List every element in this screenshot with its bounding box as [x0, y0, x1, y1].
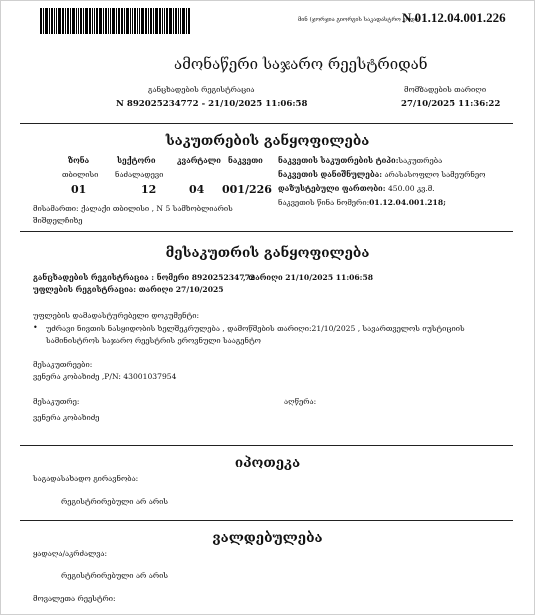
owners-section-title: მესაკუთრის განყოფილება: [165, 245, 370, 261]
previous-number-label: ნაკვეთის წინა ნომერი:: [278, 198, 370, 207]
bullet-icon: •: [33, 323, 38, 332]
col-block-header: კვარტალი: [177, 156, 221, 165]
divider: [20, 231, 513, 232]
debtors-registry-label: მოვალეთა რეესტრი:: [33, 594, 116, 603]
seizure-value: რეგისტრირებული არ არის: [61, 571, 168, 580]
owners-reg-line: განცხადების რეგისტრაცია : ნომერი 892025234772: [33, 273, 256, 282]
sector-name: ნაძალადევი: [115, 170, 164, 179]
col-sector-header: სექტორი: [117, 156, 156, 165]
divider: [20, 123, 513, 124]
prepared-date-value: 27/10/2025 11:36:22: [401, 99, 501, 109]
application-reg-value: N 892025234772 - 21/10/2025 11:06:58: [116, 99, 308, 109]
owners-reg-date: , თარიღი 21/10/2025 11:06:58: [243, 273, 374, 282]
col-parcel-header: ნაკვეთი: [228, 156, 263, 165]
col-zone-header: ზონა: [68, 156, 90, 165]
address-line-1: მისამართი: ქალაქი თბილისი , N 5 სამხობლიარის: [33, 204, 233, 213]
application-reg-label: განცხადების რეგისტრაცია: [148, 85, 255, 94]
owner-label: მესაკუთრე:: [33, 397, 80, 406]
sector-value: 12: [141, 183, 157, 196]
ownership-type-value: საკუთრება: [398, 156, 443, 165]
registry-code-caption: მინ (ჯორჯია გიორგის საკადასტრო კოდი): [298, 17, 421, 23]
document-title: ამონაწერი საჯარო რეესტრიდან: [174, 55, 428, 73]
purpose-value: არასასოფლო სამეურნეო: [384, 170, 486, 179]
basis-document-label: უფლების დამადასტურებელი დოკუმენტი:: [33, 311, 200, 320]
previous-number-value: 01.12.04.001.218;: [369, 198, 446, 207]
parcel-value: 001/226: [222, 183, 272, 196]
divider: [20, 520, 513, 521]
mortgage-subject-value: რეგისტრირებული არ არის: [61, 497, 168, 506]
address-line-2: შიშდელჩიხე: [33, 216, 83, 225]
zone-value: 01: [71, 183, 87, 196]
purpose-label: ნაკვეთის დანიშნულება:: [278, 170, 383, 179]
owners-value: ვენერა კობახიძე ,P/N: 43001037954: [33, 372, 177, 381]
ownership-section-title: საკუთრების განყოფილება: [165, 133, 370, 149]
basis-document-item: უძრავი ნივთის ნასყიდობის ხელშეკრულება , დამოწმების თარიღი:21/10/2025 , სავართველოს იუსტიციის: [46, 324, 465, 333]
prepared-date-label: მომზადების თარიღი: [404, 85, 487, 94]
basis-document-item-cont: სამინისტროს საჯარო რეესტრის ეროვნული სააგენტო: [46, 336, 261, 345]
owner-value: ვენერა კობახიძე: [33, 413, 100, 422]
block-value: 04: [189, 183, 205, 196]
mortgage-subject-label: საგადასახადო გირავნობა:: [33, 474, 139, 483]
obligations-section-title: ვალდებულება: [212, 530, 323, 546]
zone-name: თბილისი: [62, 170, 99, 179]
owners-label: მესაკუთრეები:: [33, 360, 93, 369]
ownership-type-label: ნაკვეთის საკუთრების ტიპი:: [278, 156, 399, 165]
description-label: აღწერა:: [284, 397, 317, 406]
registry-number: N 01.12.04.001.226: [402, 10, 506, 25]
area-label: დაზუსტებული ფართობი:: [278, 184, 386, 193]
barcode: [40, 8, 220, 34]
mortgage-section-title: იპოთეკა: [234, 455, 301, 471]
divider: [20, 445, 513, 446]
seizure-label: ყადაღა/აკრძალვა:: [33, 549, 108, 558]
area-value: 450.00 კვ.მ.: [387, 184, 435, 193]
right-registration-line: უფლების რეგისტრაცია: თარიღი 27/10/2025: [33, 285, 224, 294]
